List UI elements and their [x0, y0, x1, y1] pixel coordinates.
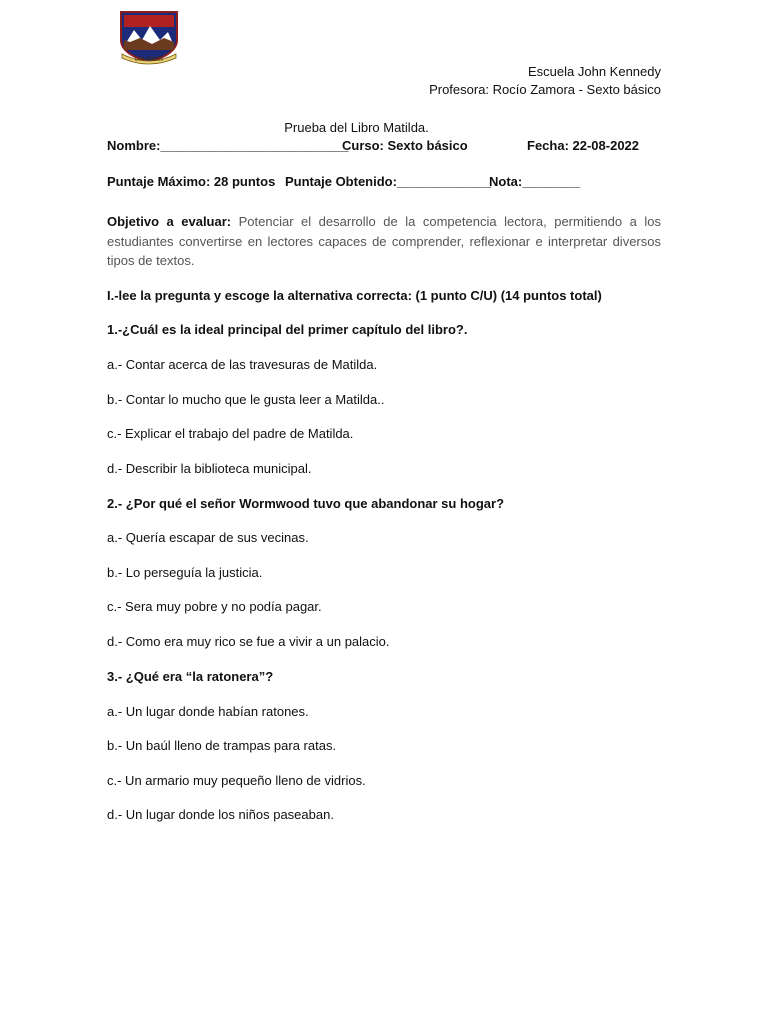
- question-1-option-b: b.- Contar lo mucho que le gusta leer a Matilda..: [107, 392, 385, 407]
- logo-banner-text: LOS ANGES: [134, 56, 164, 63]
- question-3: 3.- ¿Qué era “la ratonera”?: [107, 669, 274, 684]
- question-1: 1.-¿Cuál es la ideal principal del primer capítulo del libro?.: [107, 322, 468, 337]
- question-2: 2.- ¿Por qué el señor Wormwood tuvo que abandonar su hogar?: [107, 496, 505, 511]
- max-score-field: Puntaje Máximo: 28 puntos: [107, 174, 276, 189]
- question-2-option-c: c.- Sera muy pobre y no podía pagar.: [107, 599, 322, 614]
- objective-text: Potenciar el desarrollo de la competencia lectora, permitiendo a los estudiantes convertirse en lectores capaces de comprender, reflexionar e interpretar diversos tipos de textos.: [107, 214, 662, 268]
- question-1-option-d: d.- Describir la biblioteca municipal.: [107, 461, 312, 476]
- question-3-option-d: d.- Un lugar donde los niños paseaban.: [107, 807, 334, 822]
- objective-paragraph: [107, 212, 661, 271]
- teacher-line: Profesora: Rocío Zamora - Sexto básico: [429, 82, 661, 97]
- test-title: Prueba del Libro Matilda.: [284, 120, 429, 135]
- question-2-option-b: b.- Lo perseguía la justicia.: [107, 565, 263, 580]
- question-3-option-b: b.- Un baúl lleno de trampas para ratas.: [107, 738, 337, 753]
- date-field: Fecha: 22-08-2022: [527, 138, 640, 153]
- question-2-option-a: a.- Quería escapar de sus vecinas.: [107, 530, 309, 545]
- grade-field: Nota:________: [489, 174, 581, 189]
- course-field: Curso: Sexto básico: [342, 138, 468, 153]
- question-1-option-c: c.- Explicar el trabajo del padre de Matilda.: [107, 426, 354, 441]
- question-3-option-c: c.- Un armario muy pequeño lleno de vidrios.: [107, 773, 366, 788]
- section-title: I.-lee la pregunta y escoge la alternativa correcta: (1 punto C/U) (14 puntos total): [107, 288, 602, 303]
- obtained-score-field: Puntaje Obtenido:_____________: [285, 174, 491, 189]
- question-1-option-a: a.- Contar acerca de las travesuras de Matilda.: [107, 357, 378, 372]
- school-name: Escuela John Kennedy: [528, 64, 661, 79]
- question-3-option-a: a.- Un lugar donde habían ratones.: [107, 704, 309, 719]
- name-field: Nombre:__________________________: [107, 138, 349, 153]
- question-2-option-d: d.- Como era muy rico se fue a vivir a un palacio.: [107, 634, 390, 649]
- objective-label: Objetivo a evaluar:: [107, 214, 232, 229]
- school-logo: [118, 10, 180, 66]
